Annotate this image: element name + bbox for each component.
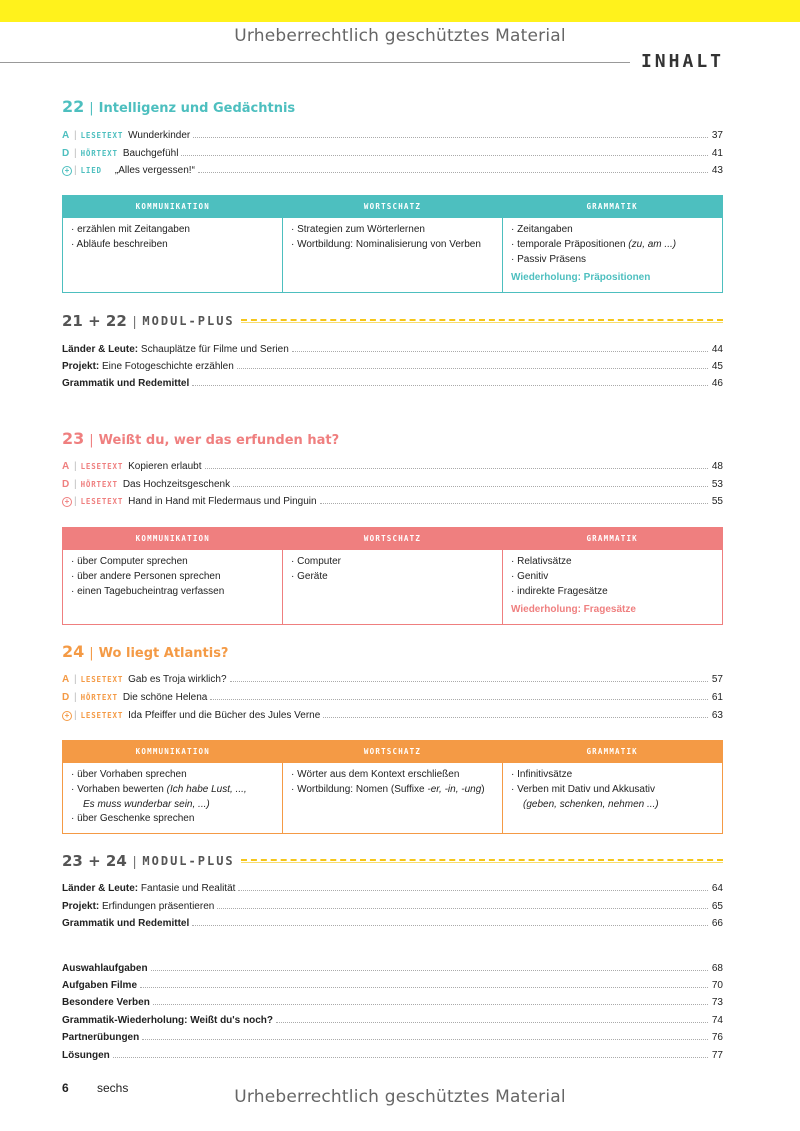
toc-entry[interactable]: A | LESETEXT Gab es Troja wirklich? 57 [62, 674, 723, 685]
unit-22-overview-box [62, 195, 723, 293]
entry-kind: LESETEXT [80, 462, 124, 471]
toc-entry[interactable] [62, 358, 723, 372]
entry-kind: LESETEXT [80, 711, 124, 720]
entry-marker: D [62, 692, 70, 703]
kommunikation-column [63, 763, 282, 833]
list-item: · Strategien zum Wörterlernen [291, 224, 425, 235]
entry-page: 65 [711, 901, 723, 912]
entry-page: 37 [711, 130, 723, 141]
footer-page-number: 6 [62, 1081, 69, 1095]
list-item: · über Computer sprechen [71, 556, 188, 567]
entry-prefix: Grammatik und Redemittel [62, 378, 190, 389]
box-header [63, 196, 722, 218]
entry-prefix: Länder & Leute: [62, 344, 139, 355]
modul-number: 21 + 22 [62, 312, 127, 330]
entry-page: 63 [711, 710, 723, 721]
toc-entry[interactable] [62, 1029, 723, 1043]
list-item: · über Vorhaben sprechen [71, 769, 187, 780]
modul-plus-23-24-title: 23 + 24 | MODUL-PLUS [62, 852, 723, 870]
list-item: · indirekte Fragesätze [511, 585, 608, 597]
list-item: · Zeitangaben [511, 224, 573, 235]
wortschatz-column [282, 763, 502, 833]
entry-page: 77 [711, 1050, 723, 1061]
toc-entry[interactable] [62, 994, 723, 1008]
list-item: · Geräte [291, 570, 328, 582]
entry-kind: HÖRTEXT [80, 149, 118, 158]
list-item-continuation: Es muss wunderbar sein, ...) [83, 798, 210, 810]
unit-title-text: Weißt du, wer das erfunden hat? [98, 433, 340, 448]
unit-number: 22 [62, 97, 85, 116]
header-kommunikation: KOMMUNIKATION [135, 747, 210, 756]
list-item: · Wortbildung: Nomen (Suffixe -er, -in, -ung) [291, 783, 485, 795]
toc-entry[interactable]: + | LESETEXT Hand in Hand mit Fledermaus und Pinguin 55 [62, 493, 723, 507]
entry-marker: A [62, 674, 70, 685]
list-item: · Passiv Präsens [511, 253, 587, 265]
modul-label: MODUL-PLUS [142, 314, 235, 328]
entry-title: Hand in Hand mit Fledermaus und Pinguin [128, 496, 317, 507]
watermark-bottom: Urheberrechtlich geschütztes Material [234, 1087, 566, 1107]
entry-page: 74 [711, 1015, 723, 1026]
entry-page: 44 [711, 344, 723, 355]
entry-kind: HÖRTEXT [80, 480, 118, 489]
list-item: · Genitiv [511, 570, 549, 582]
entry-title: Grammatik-Wiederholung: Weißt du's noch? [62, 1015, 274, 1026]
plus-circle-icon: + [62, 166, 72, 176]
entry-title: Erfindungen präsentieren [102, 901, 215, 912]
entry-title: Besondere Verben [62, 997, 150, 1008]
toc-entry[interactable] [62, 915, 723, 929]
entry-title: Wunderkinder [128, 130, 191, 141]
list-item: · über andere Personen sprechen [71, 570, 221, 582]
entry-page: 64 [711, 883, 723, 894]
toc-entry[interactable]: D | HÖRTEXT Bauchgefühl 41 [62, 148, 723, 159]
entry-prefix: Projekt: [62, 901, 100, 912]
list-item: · über Geschenke sprechen [71, 813, 195, 825]
entry-title: Die schöne Helena [122, 692, 208, 703]
header-grammatik: GRAMMATIK [586, 202, 638, 211]
plus-circle-icon: + [62, 711, 72, 721]
list-item: · Wörter aus dem Kontext erschließen [291, 769, 460, 780]
entry-page: 48 [711, 461, 723, 472]
entry-title: Bauchgefühl [122, 148, 179, 159]
entry-prefix: Grammatik und Redemittel [62, 918, 190, 929]
kommunikation-column [63, 550, 282, 624]
entry-page: 46 [711, 378, 723, 389]
wortschatz-column [282, 218, 502, 292]
kommunikation-column [63, 218, 282, 292]
entry-prefix: Länder & Leute: [62, 883, 139, 894]
entry-page: 68 [711, 963, 723, 974]
unit-23-overview-box [62, 527, 723, 625]
wortschatz-column [282, 550, 502, 624]
toc-entry[interactable]: A | LESETEXT Wunderkinder 37 [62, 130, 723, 141]
footer-page-word: sechs [97, 1081, 129, 1095]
toc-entry[interactable]: D | HÖRTEXT Die schöne Helena 61 [62, 692, 723, 703]
entry-page: 70 [711, 980, 723, 991]
list-item: · Verben mit Dativ und Akkusativ [511, 783, 655, 795]
unit-24-title: 24 | Wo liegt Atlantis? [62, 642, 229, 661]
toc-entry[interactable] [62, 880, 723, 894]
toc-entry[interactable] [62, 341, 723, 355]
unit-number: 24 [62, 642, 85, 661]
header-wortschatz: WORTSCHATZ [363, 202, 422, 211]
entry-page: 53 [711, 479, 723, 490]
top-color-bar [0, 0, 800, 22]
toc-entry[interactable] [62, 1012, 723, 1026]
list-item: · erzählen mit Zeitangaben [71, 224, 190, 235]
toc-entry[interactable]: A | LESETEXT Kopieren erlaubt 48 [62, 461, 723, 472]
entry-title: Kopieren erlaubt [128, 461, 202, 472]
entry-title: Gab es Troja wirklich? [128, 674, 227, 685]
entry-title: Fantasie und Realität [140, 883, 236, 894]
entry-kind: LESETEXT [80, 675, 124, 684]
unit-24-overview-box [62, 740, 723, 834]
header-rule [0, 62, 630, 63]
entry-title: Das Hochzeitsgeschenk [122, 479, 231, 490]
entry-page: 55 [711, 496, 723, 507]
review-note: Wiederholung: Fragesätze [511, 604, 636, 616]
list-item: · Infinitivsätze [511, 769, 573, 780]
unit-title-text: Wo liegt Atlantis? [98, 646, 229, 661]
entry-page: 43 [711, 165, 723, 176]
entry-page: 57 [711, 674, 723, 685]
entry-title: „Alles vergessen!“ [114, 165, 195, 176]
grammatik-column [502, 763, 722, 833]
entry-marker: A [62, 130, 70, 141]
toc-entry[interactable] [62, 375, 723, 389]
entry-marker: D [62, 148, 70, 159]
entry-page: 76 [711, 1032, 723, 1043]
header-grammatik: GRAMMATIK [586, 534, 638, 543]
watermark-top: Urheberrechtlich geschütztes Material [234, 26, 566, 46]
toc-entry[interactable]: D | HÖRTEXT Das Hochzeitsgeschenk 53 [62, 479, 723, 490]
grammatik-column [502, 550, 722, 624]
list-item: · Vorhaben bewerten (Ich habe Lust, ..., [71, 783, 247, 795]
entry-kind: LESETEXT [80, 131, 124, 140]
list-item: · Computer [291, 556, 342, 567]
list-item: · Wortbildung: Nominalisierung von Verben [291, 238, 481, 250]
entry-kind: LESETEXT [80, 497, 124, 506]
toc-entry[interactable] [62, 977, 723, 991]
header-grammatik: GRAMMATIK [586, 747, 638, 756]
entry-marker: A [62, 461, 70, 472]
entry-title: Lösungen [62, 1050, 110, 1061]
entry-prefix: Projekt: [62, 361, 100, 372]
page-title: INHALT [640, 51, 724, 72]
entry-title: Eine Fotogeschichte erzählen [102, 361, 234, 372]
toc-entry[interactable] [62, 960, 723, 974]
unit-number: 23 [62, 429, 85, 448]
review-note: Wiederholung: Präpositionen [511, 272, 651, 284]
list-item: · Abläufe beschreiben [71, 238, 168, 250]
entry-title: Aufgaben Filme [62, 980, 138, 991]
list-item: · temporale Präpositionen (zu, am ...) [511, 238, 677, 250]
entry-title: Partnerübungen [62, 1032, 140, 1043]
box-header [63, 528, 722, 550]
header-wortschatz: WORTSCHATZ [363, 747, 422, 756]
header-wortschatz: WORTSCHATZ [363, 534, 422, 543]
list-item-continuation: (geben, schenken, nehmen ...) [523, 798, 659, 810]
entry-title: Ida Pfeiffer und die Bücher des Jules Verne [128, 710, 321, 721]
modul-number: 23 + 24 [62, 852, 127, 870]
entry-title: Auswahlaufgaben [62, 963, 148, 974]
unit-22-title: 22 | Intelligenz und Gedächtnis [62, 97, 296, 116]
entry-kind: HÖRTEXT [80, 693, 118, 702]
list-item: · Relativsätze [511, 556, 572, 567]
entry-page: 66 [711, 918, 723, 929]
toc-entry[interactable] [62, 1047, 723, 1061]
toc-entry[interactable]: + | LESETEXT Ida Pfeiffer und die Bücher des Jules Verne 63 [62, 707, 723, 721]
toc-entry[interactable]: + | LIED „Alles vergessen!“ 43 [62, 162, 723, 176]
header-kommunikation: KOMMUNIKATION [135, 534, 210, 543]
box-header [63, 741, 722, 763]
grammatik-column [502, 218, 722, 292]
entry-marker: D [62, 479, 70, 490]
entry-page: 73 [711, 997, 723, 1008]
modul-plus-21-22-title: 21 + 22 | MODUL-PLUS [62, 312, 723, 330]
entry-kind: LIED [80, 166, 102, 175]
list-item: · einen Tagebucheintrag verfassen [71, 585, 225, 597]
modul-label: MODUL-PLUS [142, 854, 235, 868]
toc-entry[interactable] [62, 898, 723, 912]
entry-page: 61 [711, 692, 723, 703]
entry-title: Schauplätze für Filme und Serien [140, 344, 289, 355]
entry-page: 41 [711, 148, 723, 159]
unit-23-title: 23 | Weißt du, wer das erfunden hat? [62, 429, 340, 448]
plus-circle-icon: + [62, 497, 72, 507]
entry-page: 45 [711, 361, 723, 372]
unit-title-text: Intelligenz und Gedächtnis [98, 101, 296, 116]
header-kommunikation: KOMMUNIKATION [135, 202, 210, 211]
